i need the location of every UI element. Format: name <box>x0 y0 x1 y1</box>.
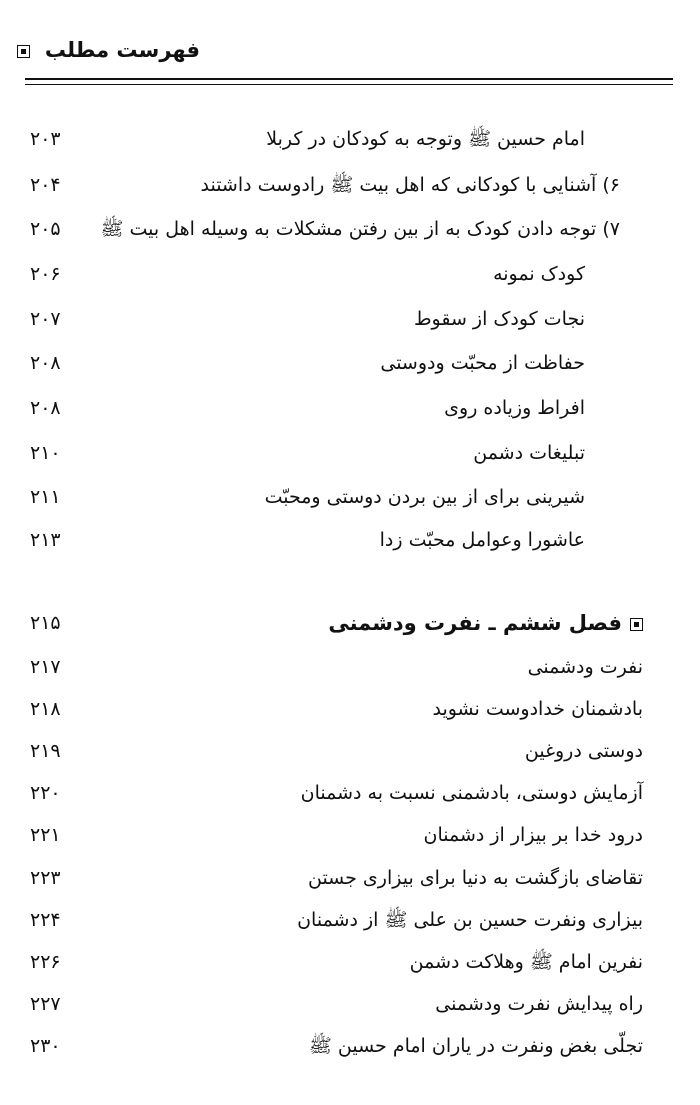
toc-page-number: ۲۱۰ <box>30 442 61 464</box>
toc-row[interactable] <box>0 302 700 336</box>
toc-row[interactable] <box>0 480 700 514</box>
toc-entry-text: بیزاری ونفرت حسین بن علی ﷺ از دشمنان <box>297 909 643 931</box>
square-ornament-icon <box>630 618 643 631</box>
toc-page-number: ۲۰۷ <box>30 308 61 330</box>
toc-entry-text: نفرت ودشمنی <box>527 656 643 678</box>
toc-entry-text: ۶) آشنایی با کودکانی که اهل بیت ﷺ رادوست داشتند <box>200 174 620 196</box>
toc-entry-text: افراط وزیاده روی <box>444 397 585 419</box>
toc-page-number: ۲۰۴ <box>30 174 61 196</box>
toc-row[interactable] <box>0 391 700 425</box>
toc-entry-text: درود خدا بر بیزار از دشمنان <box>423 824 643 846</box>
toc-entry-text: نفرین امام ﷺ وهلاکت دشمن <box>409 951 643 973</box>
toc-row[interactable] <box>0 168 700 202</box>
toc-page-number: ۲۱۸ <box>30 698 61 720</box>
toc-page-number: ۲۰۸ <box>30 397 61 419</box>
toc-page-number: ۲۱۹ <box>30 740 61 762</box>
toc-row[interactable] <box>0 650 700 684</box>
header-title: فهرست مطلب <box>44 38 200 62</box>
toc-row[interactable] <box>0 1029 700 1063</box>
toc-row[interactable] <box>0 122 700 156</box>
toc-entry-text: راه پیدایش نفرت ودشمنی <box>435 993 643 1015</box>
toc-entry-text: ۷) توجه دادن کودک به از بین رفتن مشکلات به وسیله اهل بیت ﷺ <box>100 218 620 240</box>
toc-row[interactable] <box>0 903 700 937</box>
toc-row[interactable] <box>0 692 700 726</box>
toc-page-number: ۲۱۷ <box>30 656 61 678</box>
header-rule-thin <box>25 84 673 85</box>
toc-page-number: ۲۰۶ <box>30 263 61 285</box>
toc-row[interactable] <box>0 436 700 470</box>
toc-entry-text: تجلّی بغض ونفرت در یاران امام حسین ﷺ <box>308 1035 643 1057</box>
toc-page-number: ۲۲۴ <box>30 909 61 931</box>
toc-page-number: ۲۲۷ <box>30 993 61 1015</box>
toc-page-number: ۲۲۶ <box>30 951 61 973</box>
toc-row[interactable] <box>0 818 700 852</box>
toc-section-text: فصل ششم ـ نفرت ودشمنی <box>328 611 622 635</box>
toc-row[interactable] <box>0 212 700 246</box>
header-rule-thick <box>25 78 673 80</box>
toc-page-number: ۲۳۰ <box>30 1035 61 1057</box>
toc-entry-text: حفاظت از محبّت ودوستی <box>380 352 585 374</box>
toc-entry-text: شیرینی برای از بین بردن دوستی ومحبّت <box>264 486 585 508</box>
toc-page-number: ۲۰۸ <box>30 352 61 374</box>
square-ornament-icon <box>17 45 30 58</box>
toc-section-heading <box>328 606 643 640</box>
toc-entry-text: امام حسین ﷺ وتوجه به کودکان در کربلا <box>266 128 585 150</box>
toc-row[interactable] <box>0 346 700 380</box>
toc-entry-text: تقاضای بازگشت به دنیا برای بیزاری جستن <box>307 867 643 889</box>
toc-row[interactable] <box>0 987 700 1021</box>
toc-row[interactable] <box>0 776 700 810</box>
toc-page-number: ۲۱۵ <box>30 612 61 634</box>
toc-row[interactable] <box>0 861 700 895</box>
toc-page-number: ۲۱۱ <box>30 486 61 508</box>
toc-row[interactable] <box>0 945 700 979</box>
toc-page-number: ۲۲۰ <box>30 782 61 804</box>
toc-entry-text: کودک نمونه <box>493 263 585 285</box>
toc-entry-text: آزمایش دوستی، بادشمنی نسبت به دشمنان <box>300 782 643 804</box>
toc-entry-text: بادشمنان خدادوست نشوید <box>432 698 643 720</box>
toc-entry-text: دوستی دروغین <box>524 740 643 762</box>
toc-section-row[interactable] <box>0 606 700 640</box>
toc-page-number: ۲۰۳ <box>30 128 61 150</box>
toc-row[interactable] <box>0 523 700 557</box>
toc-page-number: ۲۲۱ <box>30 824 61 846</box>
toc-page-number: ۲۰۵ <box>30 218 61 240</box>
toc-page-number: ۲۱۳ <box>30 529 61 551</box>
toc-row[interactable] <box>0 257 700 291</box>
toc-row[interactable] <box>0 734 700 768</box>
toc-entry-text: عاشورا وعوامل محبّت زدا <box>379 529 585 551</box>
toc-entry-text: نجات کودک از سقوط <box>413 308 585 330</box>
toc-page-number: ۲۲۳ <box>30 867 61 889</box>
toc-entry-text: تبلیغات دشمن <box>473 442 585 464</box>
